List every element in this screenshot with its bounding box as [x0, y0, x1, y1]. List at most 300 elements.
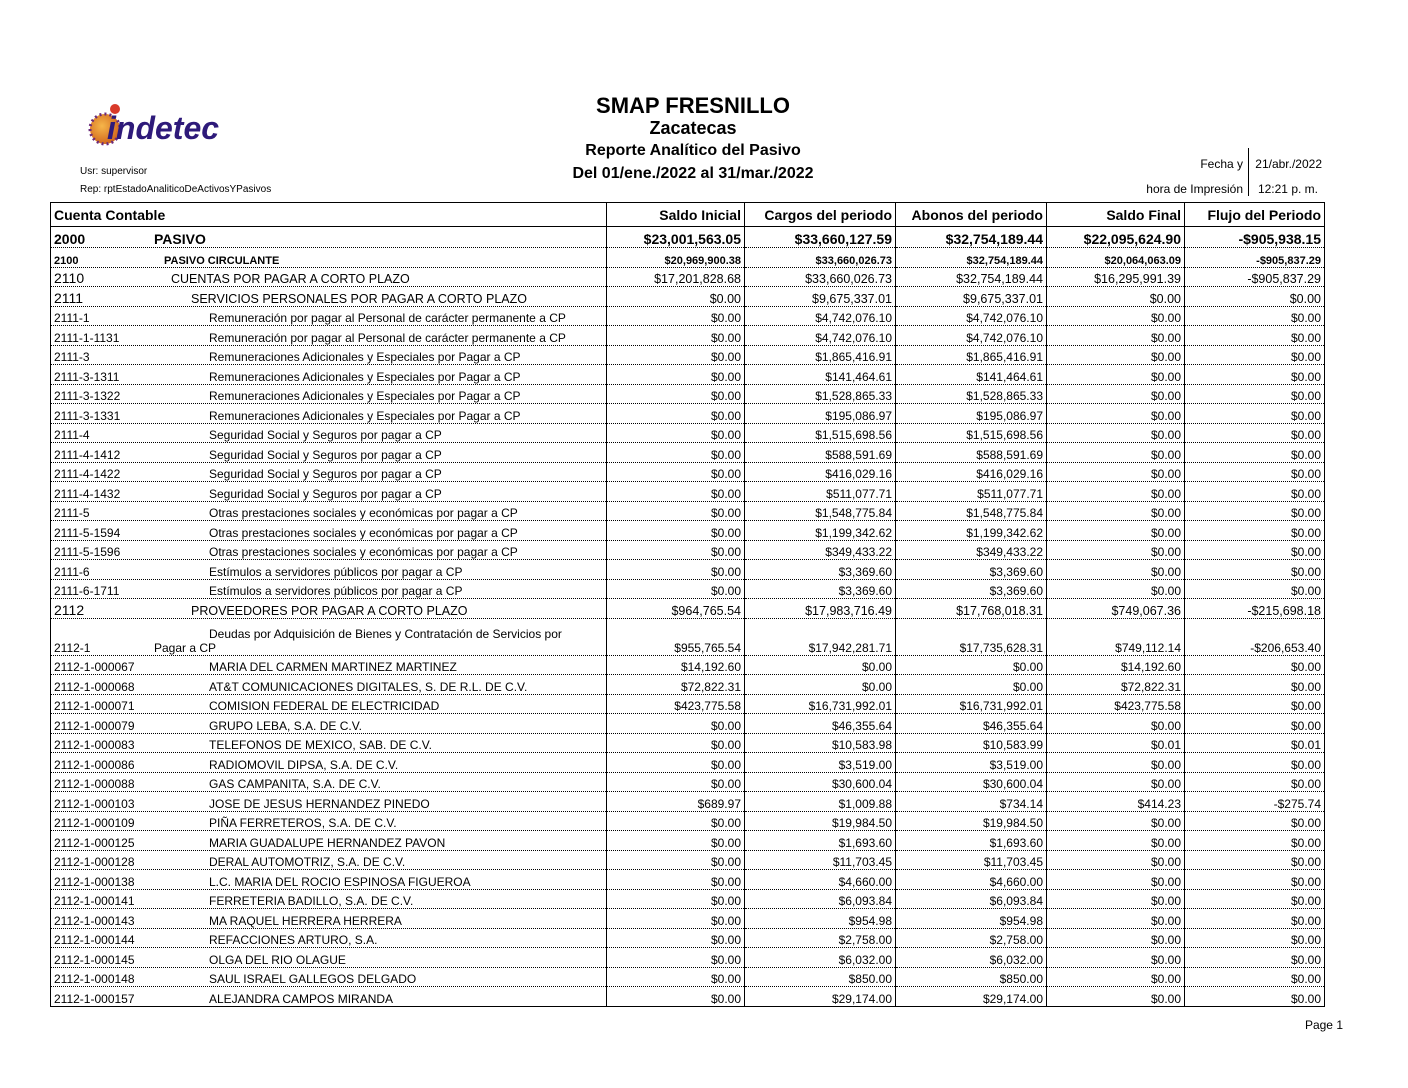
account-code: 2111-4 — [54, 428, 90, 442]
cell-saldo-inicial: $955,765.54 — [607, 618, 745, 655]
hora-label: hora de Impresión — [1146, 182, 1243, 196]
cell-cargos: $0.00 — [745, 655, 896, 675]
cell-account — [51, 948, 607, 968]
table-row — [51, 326, 1325, 346]
cell-flujo: $0.00 — [1185, 287, 1325, 307]
account-description: GRUPO LEBA, S.A. DE C.V. — [209, 718, 362, 733]
account-code: 2111-4-1422 — [54, 467, 121, 481]
cell-saldo-final: $0.00 — [1047, 967, 1185, 987]
cell-saldo-final: $0.00 — [1047, 384, 1185, 404]
table-row — [51, 579, 1325, 599]
account-code: 2111 — [54, 289, 84, 306]
account-code: 2111-3-1311 — [54, 369, 120, 384]
cell-abonos: $3,369.60 — [896, 560, 1047, 580]
cell-saldo-final: $749,112.14 — [1047, 618, 1185, 655]
cell-abonos: $32,754,189.44 — [896, 227, 1047, 248]
cell-cargos: $11,703.45 — [745, 850, 896, 870]
account-description: MARIA GUADALUPE HERNANDEZ PAVON — [209, 835, 446, 850]
cell-flujo: $0.00 — [1185, 987, 1325, 1007]
account-description: Otras prestaciones sociales y económicas por pagar a CP — [209, 506, 518, 520]
account-code: 2112-1-000128 — [54, 855, 135, 869]
cell-flujo: $0.00 — [1185, 423, 1325, 443]
fecha-value: 21/abr./2022 — [1255, 157, 1322, 171]
report-id-label: Rep: rptEstadoAnaliticoDeActivosYPasivos — [80, 184, 272, 195]
cell-account — [51, 462, 607, 482]
cell-saldo-final: $0.00 — [1047, 501, 1185, 521]
account-description: PASIVO CIRCULANTE — [164, 254, 280, 267]
cell-cargos: $1,693.60 — [745, 831, 896, 851]
account-code: 2111-6-1711 — [54, 584, 120, 598]
cell-cargos: $3,369.60 — [745, 560, 896, 580]
cell-abonos: $6,032.00 — [896, 948, 1047, 968]
table-row — [51, 948, 1325, 968]
cell-saldo-inicial: $0.00 — [607, 365, 745, 385]
cell-saldo-inicial: $0.00 — [607, 987, 745, 1007]
table-row — [51, 482, 1325, 502]
col-saldo-final: Saldo Final — [1047, 203, 1185, 227]
cell-saldo-final: $0.00 — [1047, 889, 1185, 909]
cell-cargos: $3,519.00 — [745, 753, 896, 773]
account-code: 2112-1-000157 — [54, 991, 135, 1006]
table-row — [51, 306, 1325, 326]
account-description: Deudas por Adquisición de Bienes y Contratación de Servicios por — [209, 626, 562, 641]
cell-flujo: $0.00 — [1185, 870, 1325, 890]
cell-saldo-final: $0.00 — [1047, 365, 1185, 385]
cell-abonos: $4,742,076.10 — [896, 326, 1047, 346]
cell-saldo-inicial: $0.00 — [607, 326, 745, 346]
cell-abonos: $1,693.60 — [896, 831, 1047, 851]
table-row — [51, 870, 1325, 890]
cell-abonos: $141,464.61 — [896, 365, 1047, 385]
cell-saldo-final: $0.00 — [1047, 443, 1185, 463]
report-title: Reporte Analítico del Pasivo — [585, 142, 801, 159]
cell-cargos: $195,086.97 — [745, 404, 896, 424]
cell-saldo-final: $0.00 — [1047, 287, 1185, 307]
cell-cargos: $4,742,076.10 — [745, 306, 896, 326]
cell-saldo-final: $0.00 — [1047, 850, 1185, 870]
cell-abonos: $588,591.69 — [896, 443, 1047, 463]
cell-abonos: $0.00 — [896, 675, 1047, 695]
cell-cargos: $1,515,698.56 — [745, 423, 896, 443]
cell-account — [51, 482, 607, 502]
account-description: GAS CAMPANITA, S.A. DE C.V. — [209, 777, 381, 791]
cell-cargos: $954.98 — [745, 909, 896, 929]
cell-abonos: $19,984.50 — [896, 811, 1047, 831]
account-description: DERAL AUTOMOTRIZ, S.A. DE C.V. — [209, 855, 406, 869]
table-row — [51, 540, 1325, 560]
account-code: 2112-1-000071 — [54, 699, 135, 713]
table-row — [51, 753, 1325, 773]
account-code: 2000 — [54, 231, 86, 247]
cell-saldo-final: $0.00 — [1047, 521, 1185, 541]
cell-saldo-inicial: $0.00 — [607, 753, 745, 773]
cell-saldo-inicial: $0.00 — [607, 909, 745, 929]
table-row — [51, 267, 1325, 287]
cell-abonos: $4,660.00 — [896, 870, 1047, 890]
cell-cargos: $141,464.61 — [745, 365, 896, 385]
cell-account — [51, 928, 607, 948]
account-description: Remuneraciones Adicionales y Especiales por Pagar a CP — [209, 369, 521, 384]
table-row — [51, 287, 1325, 307]
cell-saldo-inicial: $20,969,900.38 — [607, 248, 745, 268]
account-code: 2112-1-000083 — [54, 738, 135, 752]
cell-saldo-inicial: $689.97 — [607, 792, 745, 812]
cell-account — [51, 967, 607, 987]
cell-account — [51, 909, 607, 929]
cell-saldo-final: $0.00 — [1047, 423, 1185, 443]
cell-account — [51, 850, 607, 870]
cell-flujo: $0.00 — [1185, 889, 1325, 909]
cell-saldo-final: $0.01 — [1047, 733, 1185, 753]
table-row — [51, 618, 1325, 655]
table-row — [51, 655, 1325, 675]
table-row — [51, 423, 1325, 443]
cell-saldo-inicial: $0.00 — [607, 345, 745, 365]
cell-cargos: $16,731,992.01 — [745, 694, 896, 714]
cell-account — [51, 579, 607, 599]
cell-flujo: -$905,938.15 — [1185, 227, 1325, 248]
cell-abonos: $46,355.64 — [896, 714, 1047, 734]
cell-cargos: $850.00 — [745, 967, 896, 987]
user-label: Usr: supervisor — [80, 166, 148, 177]
cell-flujo: -$275.74 — [1185, 792, 1325, 812]
account-code: 2111-1 — [54, 311, 90, 325]
cell-account — [51, 287, 607, 307]
account-description: SERVICIOS PERSONALES POR PAGAR A CORTO PLAZO — [191, 291, 527, 306]
cell-saldo-final: $0.00 — [1047, 928, 1185, 948]
account-code: 2112-1-000067 — [54, 660, 135, 674]
cell-flujo: $0.00 — [1185, 811, 1325, 831]
cell-account — [51, 306, 607, 326]
pasivo-table — [50, 202, 1325, 1007]
cell-flujo: $0.00 — [1185, 345, 1325, 365]
table-row — [51, 811, 1325, 831]
account-code: 2111-5-1594 — [54, 525, 121, 540]
cell-account — [51, 443, 607, 463]
table-row — [51, 967, 1325, 987]
cell-flujo: $0.00 — [1185, 967, 1325, 987]
account-code: 2111-1-1131 — [54, 330, 120, 345]
cell-saldo-inicial: $0.00 — [607, 462, 745, 482]
cell-flujo: $0.00 — [1185, 521, 1325, 541]
account-description: JOSE DE JESUS HERNANDEZ PINEDO — [209, 796, 430, 811]
account-description: Remuneraciones Adicionales y Especiales por Pagar a CP — [209, 350, 521, 364]
cell-saldo-final: $0.00 — [1047, 482, 1185, 502]
cell-cargos: $10,583.98 — [745, 733, 896, 753]
cell-cargos: $2,758.00 — [745, 928, 896, 948]
cell-saldo-inicial: $0.00 — [607, 928, 745, 948]
account-description: CUENTAS POR PAGAR A CORTO PLAZO — [171, 272, 410, 286]
cell-flujo: $0.00 — [1185, 772, 1325, 792]
cell-saldo-inicial: $0.00 — [607, 540, 745, 560]
col-saldo-inicial: Saldo Inicial — [607, 203, 745, 227]
cell-cargos: $4,660.00 — [745, 870, 896, 890]
cell-saldo-final: $0.00 — [1047, 714, 1185, 734]
table-header-row — [51, 203, 1325, 227]
table-row — [51, 521, 1325, 541]
cell-flujo: $0.00 — [1185, 850, 1325, 870]
account-code: 2112-1-000141 — [54, 894, 135, 908]
account-description: L.C. MARIA DEL ROCIO ESPINOSA FIGUEROA — [209, 874, 471, 889]
cell-cargos: $588,591.69 — [745, 443, 896, 463]
table-row — [51, 365, 1325, 385]
cell-saldo-inicial: $0.00 — [607, 714, 745, 734]
cell-saldo-final: $72,822.31 — [1047, 675, 1185, 695]
cell-saldo-final: $0.00 — [1047, 462, 1185, 482]
cell-flujo: -$206,653.40 — [1185, 618, 1325, 655]
cell-cargos: $1,865,416.91 — [745, 345, 896, 365]
account-description: Estímulos a servidores públicos por pagar a CP — [209, 564, 463, 579]
cell-abonos: $1,515,698.56 — [896, 423, 1047, 443]
account-code: 2111-3-1331 — [54, 408, 121, 423]
cell-account — [51, 811, 607, 831]
col-abonos: Abonos del periodo — [896, 203, 1047, 227]
account-code: 2112-1-000138 — [54, 874, 135, 889]
cell-account — [51, 772, 607, 792]
cell-saldo-final: $0.00 — [1047, 404, 1185, 424]
cell-saldo-final: $0.00 — [1047, 326, 1185, 346]
cell-cargos: $1,009.88 — [745, 792, 896, 812]
account-code: 2111-3 — [54, 350, 90, 364]
table-row — [51, 675, 1325, 695]
account-description: Otras prestaciones sociales y económicas por pagar a CP — [209, 545, 518, 559]
account-description: Seguridad Social y Seguros por pagar a CP — [209, 428, 442, 442]
account-description: Seguridad Social y Seguros por pagar a CP — [209, 447, 442, 462]
cell-flujo: $0.00 — [1185, 831, 1325, 851]
cell-cargos: $17,942,281.71 — [745, 618, 896, 655]
cell-flujo: $0.00 — [1185, 714, 1325, 734]
cell-saldo-final: $0.00 — [1047, 579, 1185, 599]
cell-cargos: $9,675,337.01 — [745, 287, 896, 307]
cell-account — [51, 599, 607, 619]
cell-abonos: $1,548,775.84 — [896, 501, 1047, 521]
cell-abonos: $6,093.84 — [896, 889, 1047, 909]
col-cargos: Cargos del periodo — [745, 203, 896, 227]
cell-abonos: $1,199,342.62 — [896, 521, 1047, 541]
cell-account — [51, 365, 607, 385]
account-code: 2112-1-000079 — [54, 718, 135, 733]
account-description: MARIA DEL CARMEN MARTINEZ MARTINEZ — [209, 660, 457, 674]
period-title: Del 01/ene./2022 al 31/mar./2022 — [572, 165, 814, 182]
cell-account — [51, 326, 607, 346]
account-code: 2112-1-000144 — [54, 933, 135, 947]
cell-abonos: $954.98 — [896, 909, 1047, 929]
account-code: 2111-4-1412 — [54, 447, 121, 462]
account-code: 2112 — [54, 601, 85, 618]
table-row — [51, 909, 1325, 929]
cell-saldo-final: $20,064,063.09 — [1047, 248, 1185, 268]
cell-cargos: $33,660,026.73 — [745, 248, 896, 268]
account-code: 2112-1-000145 — [54, 952, 135, 967]
cell-account — [51, 248, 607, 268]
cell-account — [51, 753, 607, 773]
cell-abonos: $17,735,628.31 — [896, 618, 1047, 655]
cell-saldo-final: $0.00 — [1047, 772, 1185, 792]
account-description: COMISION FEDERAL DE ELECTRICIDAD — [209, 699, 440, 713]
cell-saldo-inicial: $0.00 — [607, 850, 745, 870]
cell-saldo-inicial: $0.00 — [607, 482, 745, 502]
cell-account — [51, 889, 607, 909]
cell-saldo-inicial: $0.00 — [607, 579, 745, 599]
cell-account — [51, 423, 607, 443]
account-description: TELEFONOS DE MEXICO, SAB. DE C.V. — [209, 738, 432, 752]
account-code: 2111-5-1596 — [54, 545, 121, 559]
cell-abonos: $850.00 — [896, 967, 1047, 987]
cell-abonos: $32,754,189.44 — [896, 267, 1047, 287]
cell-abonos: $30,600.04 — [896, 772, 1047, 792]
cell-account — [51, 792, 607, 812]
cell-saldo-inicial: $14,192.60 — [607, 655, 745, 675]
account-code: 2112-1-000088 — [54, 777, 135, 791]
cell-saldo-inicial: $0.00 — [607, 967, 745, 987]
cell-abonos: $3,519.00 — [896, 753, 1047, 773]
cell-saldo-final: $414.23 — [1047, 792, 1185, 812]
account-description: Seguridad Social y Seguros por pagar a CP — [209, 486, 442, 501]
account-description: PIÑA FERRETEROS, S.A. DE C.V. — [209, 816, 397, 830]
account-code: 2111-3-1322 — [54, 389, 121, 403]
cell-flujo: $0.00 — [1185, 948, 1325, 968]
cell-flujo: $0.00 — [1185, 306, 1325, 326]
cell-saldo-final: $0.00 — [1047, 540, 1185, 560]
cell-saldo-inicial: $0.00 — [607, 889, 745, 909]
account-description: Otras prestaciones sociales y económicas por pagar a CP — [209, 525, 518, 540]
cell-flujo: $0.00 — [1185, 365, 1325, 385]
fecha-label: Fecha y — [1200, 157, 1243, 171]
cell-saldo-final: $0.00 — [1047, 306, 1185, 326]
cell-saldo-final: $0.00 — [1047, 909, 1185, 929]
cell-account — [51, 227, 607, 248]
account-code: 2112-1-000125 — [54, 835, 135, 850]
cell-saldo-final: $22,095,624.90 — [1047, 227, 1185, 248]
account-description: Remuneraciones Adicionales y Especiales por Pagar a CP — [209, 389, 521, 403]
cell-account — [51, 384, 607, 404]
cell-cargos: $1,548,775.84 — [745, 501, 896, 521]
cell-flujo: $0.00 — [1185, 404, 1325, 424]
account-description-cont: Pagar a CP — [154, 640, 217, 655]
cell-account — [51, 714, 607, 734]
account-description: Seguridad Social y Seguros por pagar a CP — [209, 467, 442, 481]
cell-flujo: -$215,698.18 — [1185, 599, 1325, 619]
table-row — [51, 831, 1325, 851]
table-row — [51, 599, 1325, 619]
table-row — [51, 462, 1325, 482]
state-title: Zacatecas — [649, 118, 737, 138]
cell-flujo: $0.00 — [1185, 928, 1325, 948]
cell-saldo-inicial: $0.00 — [607, 287, 745, 307]
cell-abonos: $195,086.97 — [896, 404, 1047, 424]
table-row — [51, 792, 1325, 812]
cell-saldo-final: $0.00 — [1047, 948, 1185, 968]
cell-saldo-inicial: $72,822.31 — [607, 675, 745, 695]
cell-abonos: $11,703.45 — [896, 850, 1047, 870]
cell-saldo-final: $0.00 — [1047, 560, 1185, 580]
account-code: 2112-1-000148 — [54, 972, 135, 986]
cell-saldo-inicial: $0.00 — [607, 423, 745, 443]
account-code: 2100 — [54, 254, 79, 267]
cell-account — [51, 675, 607, 695]
cell-account — [51, 618, 607, 655]
entity-title: SMAP FRESNILLO — [596, 93, 790, 118]
account-description: AT&T COMUNICACIONES DIGITALES, S. DE R.L. DE C.V. — [209, 679, 528, 694]
cell-account — [51, 560, 607, 580]
cell-saldo-inicial: $0.00 — [607, 501, 745, 521]
cell-account — [51, 870, 607, 890]
table-row — [51, 714, 1325, 734]
account-description: FERRETERIA BADILLO, S.A. DE C.V. — [209, 894, 414, 908]
table-row — [51, 987, 1325, 1007]
account-description: Estímulos a servidores públicos por pagar a CP — [209, 584, 463, 598]
cell-abonos: $511,077.71 — [896, 482, 1047, 502]
cell-cargos: $1,199,342.62 — [745, 521, 896, 541]
account-code: 2112-1-000068 — [54, 679, 135, 694]
hora-value: 12:21 p. m. — [1257, 182, 1318, 196]
cell-account — [51, 987, 607, 1007]
cell-saldo-inicial: $964,765.54 — [607, 599, 745, 619]
account-code: 2112-1 — [54, 640, 91, 655]
cell-saldo-inicial: $0.00 — [607, 831, 745, 851]
cell-saldo-inicial: $0.00 — [607, 443, 745, 463]
svg-text:indetec: indetec — [107, 110, 220, 146]
cell-abonos: $3,369.60 — [896, 579, 1047, 599]
cell-flujo: $0.00 — [1185, 482, 1325, 502]
table-row — [51, 733, 1325, 753]
cell-saldo-inicial: $0.00 — [607, 733, 745, 753]
col-cuenta: Cuenta Contable — [51, 203, 607, 227]
cell-abonos: $416,029.16 — [896, 462, 1047, 482]
cell-cargos: $33,660,026.73 — [745, 267, 896, 287]
cell-cargos: $1,528,865.33 — [745, 384, 896, 404]
table-row — [51, 404, 1325, 424]
cell-saldo-inicial: $0.00 — [607, 948, 745, 968]
cell-account — [51, 733, 607, 753]
cell-saldo-inicial: $0.00 — [607, 521, 745, 541]
cell-account — [51, 831, 607, 851]
cell-account — [51, 521, 607, 541]
account-description: REFACCIONES ARTURO, S.A. — [209, 933, 378, 947]
cell-flujo: $0.00 — [1185, 540, 1325, 560]
account-description: Remuneración por pagar al Personal de carácter permanente a CP — [209, 311, 566, 325]
account-description: PASIVO — [154, 231, 206, 247]
cell-cargos: $416,029.16 — [745, 462, 896, 482]
cell-flujo: $0.00 — [1185, 326, 1325, 346]
account-description: RADIOMOVIL DIPSA, S.A. DE C.V. — [209, 757, 399, 772]
cell-flujo: $0.00 — [1185, 462, 1325, 482]
cell-cargos: $33,660,127.59 — [745, 227, 896, 248]
account-description: Remuneraciones Adicionales y Especiales por Pagar a CP — [209, 408, 521, 423]
table-row — [51, 443, 1325, 463]
cell-flujo: $0.00 — [1185, 384, 1325, 404]
cell-abonos: $10,583.99 — [896, 733, 1047, 753]
cell-saldo-final: $0.00 — [1047, 987, 1185, 1007]
cell-flujo: $0.00 — [1185, 501, 1325, 521]
cell-abonos: $349,433.22 — [896, 540, 1047, 560]
cell-abonos: $9,675,337.01 — [896, 287, 1047, 307]
account-description: SAUL ISRAEL GALLEGOS DELGADO — [209, 972, 417, 986]
table-row — [51, 850, 1325, 870]
cell-flujo: $0.00 — [1185, 909, 1325, 929]
account-code: 2111-4-1432 — [54, 486, 121, 501]
cell-cargos: $6,032.00 — [745, 948, 896, 968]
cell-saldo-final: $749,067.36 — [1047, 599, 1185, 619]
account-code: 2112-1-000109 — [54, 816, 135, 830]
cell-cargos: $0.00 — [745, 675, 896, 695]
account-description: ALEJANDRA CAMPOS MIRANDA — [209, 991, 394, 1006]
cell-abonos: $1,528,865.33 — [896, 384, 1047, 404]
col-flujo: Flujo del Periodo — [1185, 203, 1325, 227]
table-row — [51, 501, 1325, 521]
cell-cargos: $349,433.22 — [745, 540, 896, 560]
cell-saldo-inicial: $0.00 — [607, 870, 745, 890]
